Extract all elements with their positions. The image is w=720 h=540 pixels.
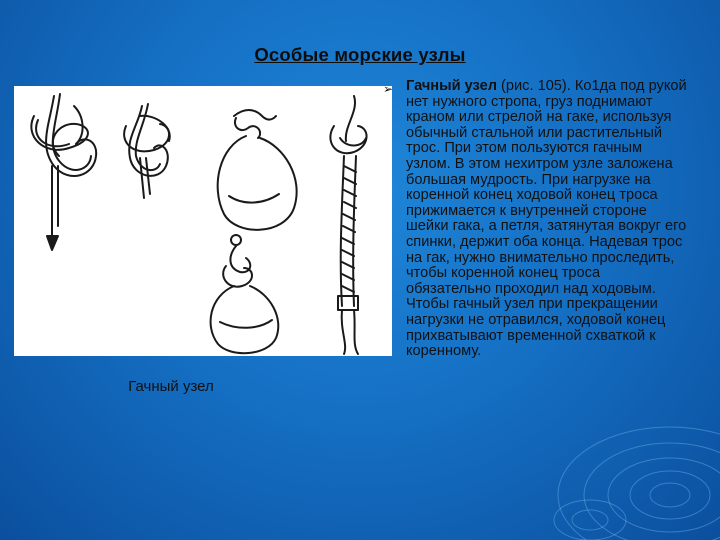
knot-description-text: (рис. 105). Ко1да под рукой нет нужного стропа, груз поднимают краном или стрелой на гаке, используя обычный стальной или растительный трос. При этом пользуются гачным узлом. В этом нехитром узле заложена большая мудрость. При нагрузке на коренной конец ходовой конец троса прижимается к внутренней стороне шейки гака, а петля, затянутая вокруг его спинки, держит оба конца. Надевая трос на гак, нужно внимательно проследить, чтобы коренной конец троса обязательно проходил над ходовым. Чтобы гачный узел при прекращении нагрузки не отравился, ходовой конец прихватывают временной схваткой к коренному. — [406, 78, 687, 360]
figure-caption: Гачный узел — [128, 378, 214, 395]
knot-description — [406, 79, 688, 360]
knot-name: Гачный узел — [406, 78, 497, 94]
hitch-knot-illustration-icon — [14, 86, 392, 356]
bullet-arrow-icon: ➢ — [383, 82, 394, 96]
hitch-knot-figure — [14, 86, 392, 356]
slide-title: Особые морские узлы — [254, 44, 466, 65]
